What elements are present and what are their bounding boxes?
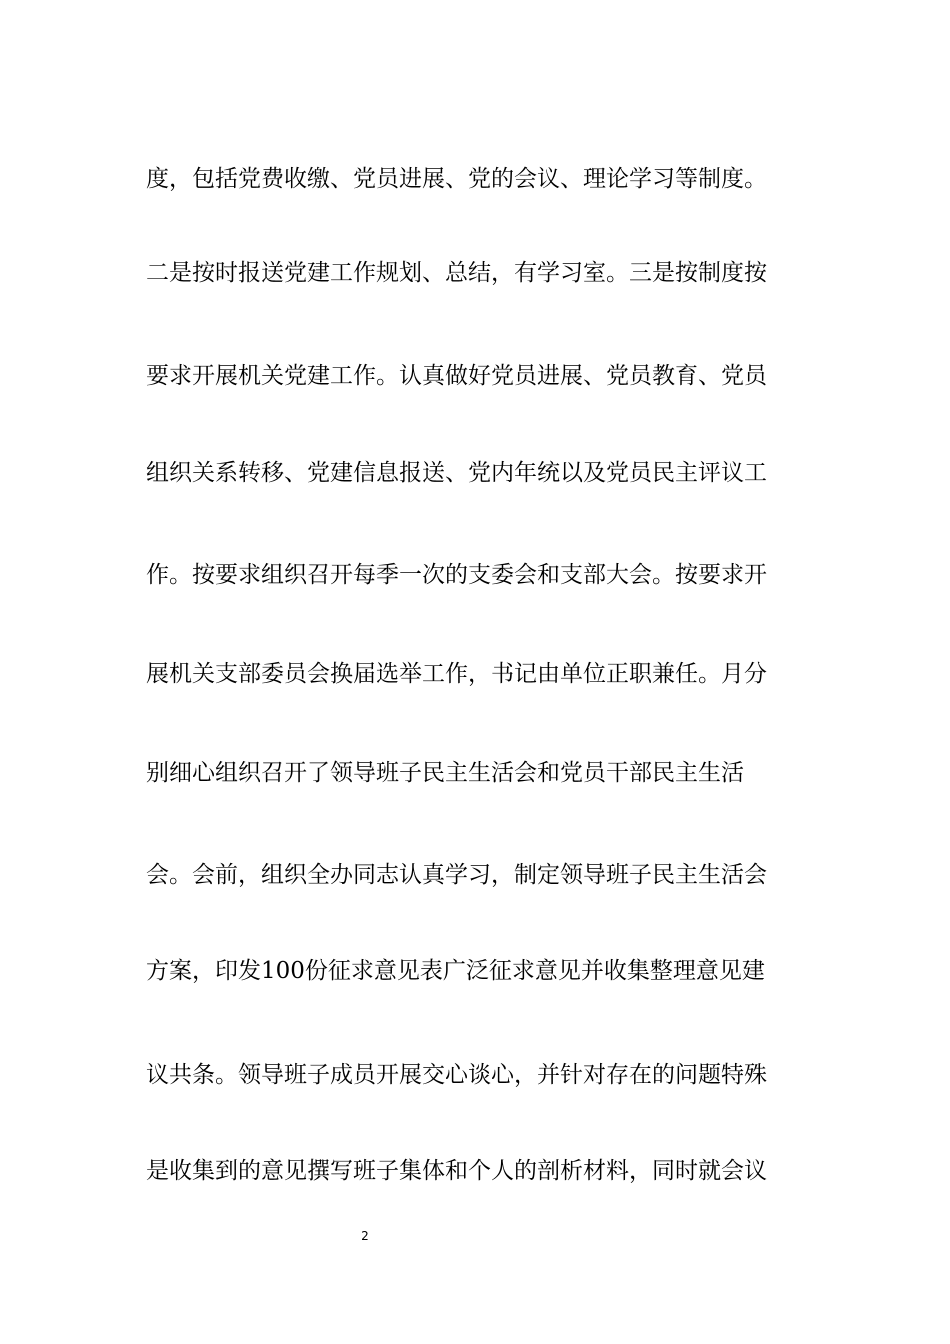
text-line-11: 是收集到的意见撰写班子集体和个人的剖析材料，同时就会议 — [146, 1158, 767, 1184]
text-line-6: 展机关支部委员会换届选举工作，书记由单位正职兼任。月分 — [146, 661, 767, 687]
text-line-7: 别细心组织召开了领导班子民主生活会和党员干部民主生活 — [146, 760, 744, 786]
page-number: 2 — [361, 1229, 369, 1243]
text-line-9: 方案，印发100份征求意见表广泛征求意见并收集整理意见建 — [146, 958, 765, 984]
text-line-10: 议共条。领导班子成员开展交心谈心，并针对存在的问题特殊 — [146, 1062, 767, 1088]
text-line-2: 二是按时报送党建工作规划、总结，有学习室。三是按制度按 — [146, 260, 767, 286]
text-line-5: 作。按要求组织召开每季一次的支委会和支部大会。按要求开 — [146, 562, 767, 588]
text-line-4: 组织关系转移、党建信息报送、党内年统以及党员民主评议工 — [146, 460, 767, 486]
text-line-8: 会。会前，组织全办同志认真学习，制定领导班子民主生活会 — [146, 862, 767, 888]
text-line-3: 要求开展机关党建工作。认真做好党员进展、党员教育、党员 — [146, 363, 767, 389]
text-line-1: 度，包括党费收缴、党员进展、党的会议、理论学习等制度。 — [146, 166, 767, 192]
